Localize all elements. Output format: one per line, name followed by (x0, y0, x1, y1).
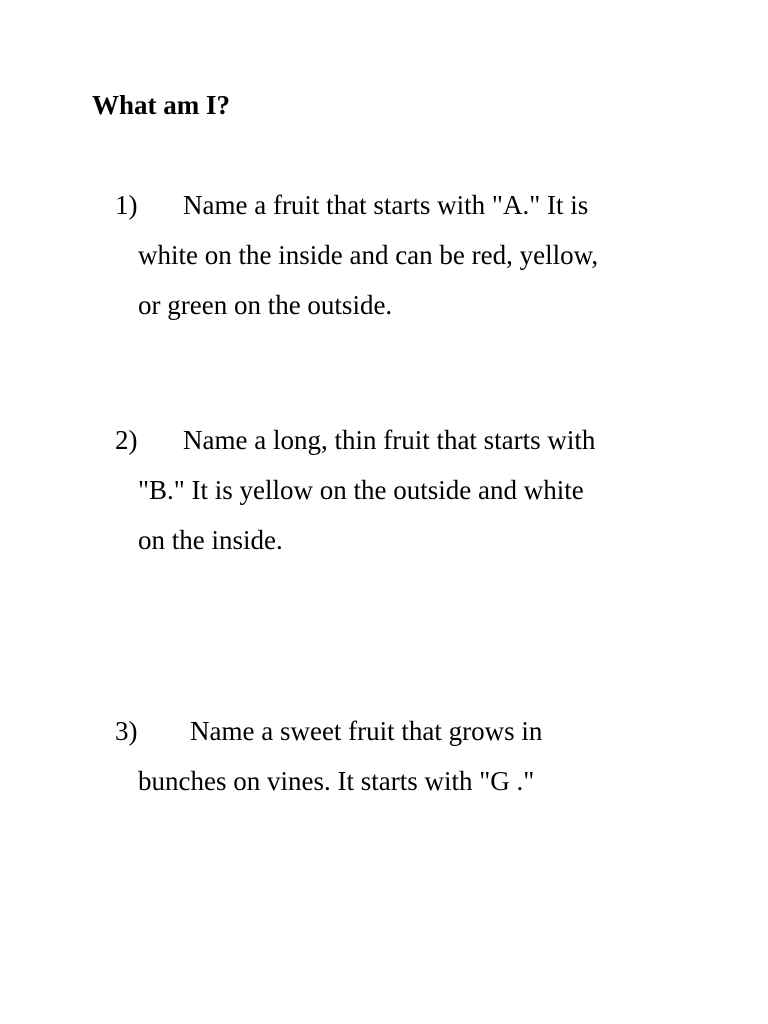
question-1-first-line (115, 180, 715, 230)
question-2 (115, 415, 715, 565)
question-1-text-line-2: white on the inside and can be red, yellow, (138, 240, 599, 270)
question-2-first-line (115, 415, 715, 465)
question-2-text-line-3: on the inside. (138, 525, 283, 555)
question-1-number: 1) (115, 190, 138, 220)
question-2-text-line-1: Name a long, thin fruit that starts with (183, 425, 596, 455)
question-1-text-line-3: or green on the outside. (138, 290, 393, 320)
question-1 (115, 180, 715, 330)
question-3-first-line (115, 706, 715, 756)
page-title: What am I? (92, 90, 231, 120)
question-3-number: 3) (115, 716, 138, 746)
question-1-text-line-1: Name a fruit that starts with "A." It is (183, 190, 589, 220)
question-3-text-line-1: Name a sweet fruit that grows in (190, 716, 543, 746)
question-3-text-line-2: bunches on vines. It starts with "G ." (138, 766, 535, 796)
question-2-text-line-2: "B." It is yellow on the outside and white (138, 475, 584, 505)
question-3 (115, 706, 715, 806)
question-2-number: 2) (115, 425, 138, 455)
